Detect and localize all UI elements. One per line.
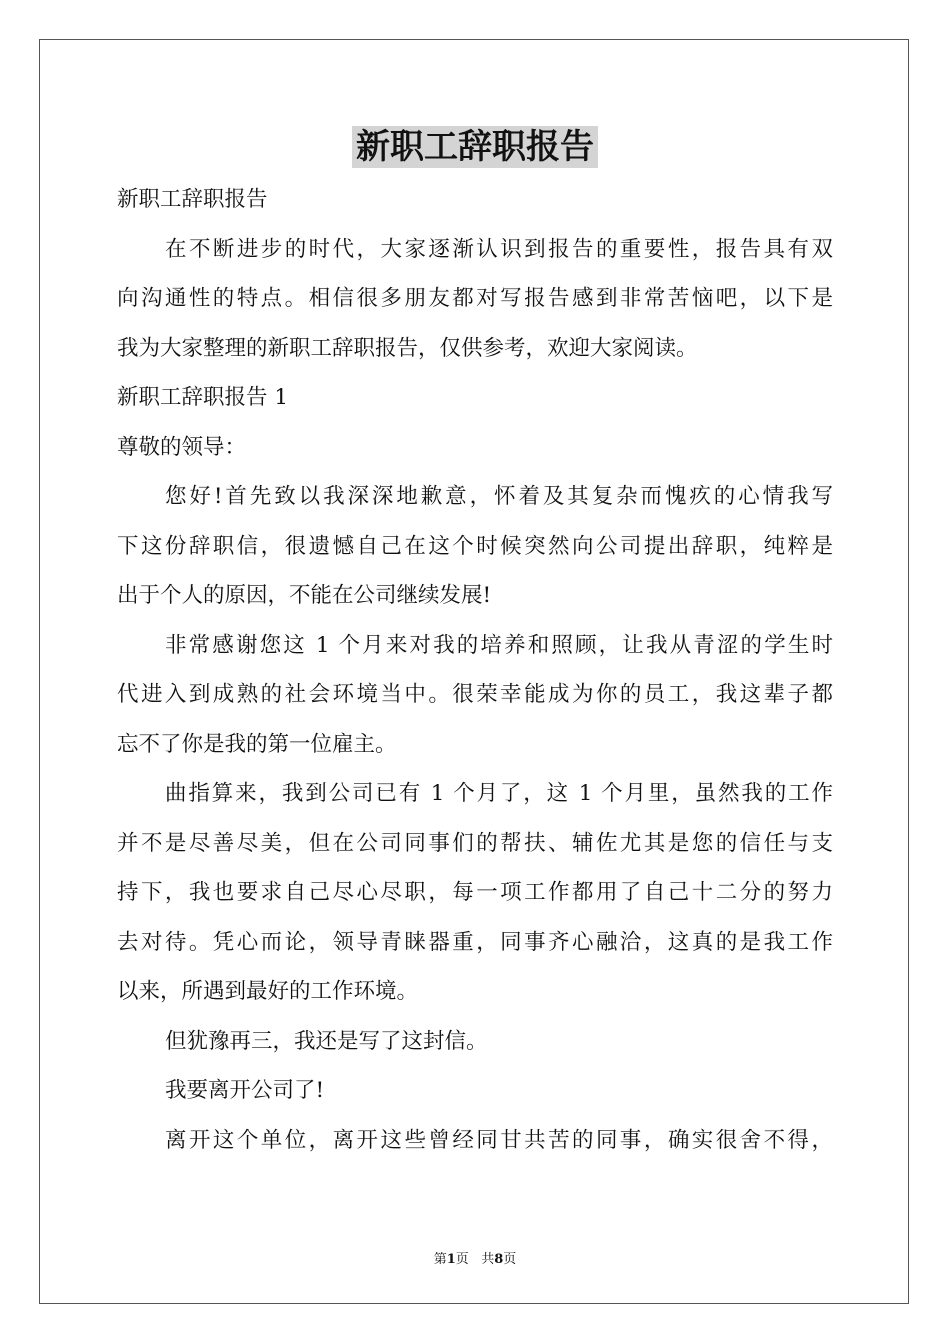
body-line: 忘不了你是我的第一位雇主。 [117,731,397,757]
body-line: 并不是尽善尽美，但在公司同事们的帮扶、辅佐尤其是您的信任与支 [117,830,833,856]
body-line: 我为大家整理的新职工辞职报告，仅供参考，欢迎大家阅读。 [117,335,698,361]
title-wrap [0,126,950,168]
body-line: 持下，我也要求自己尽心尽职，每一项工作都用了自己十二分的努力 [117,880,833,905]
body-line: 新职工辞职报告 [117,187,268,212]
body-line: 在不断进步的时代，大家逐渐认识到报告的重要性，报告具有双 [165,236,833,262]
body-line: 去对待。凭心而论，领导青睐器重，同事齐心融洽，这真的是我工作 [117,929,833,955]
footer-page-prefix: 第 [433,1252,447,1267]
body-line: 以来，所遇到最好的工作环境。 [117,979,419,1004]
body-line: 我要离开公司了! [165,1078,325,1103]
footer-total-suffix: 页 [503,1252,517,1267]
body-line: 但犹豫再三，我还是写了这封信。 [165,1028,488,1054]
body-line: 曲指算来，我到公司已有 1 个月了，这 1 个月里，虽然我的工作 [165,781,833,806]
body-line: 代进入到成熟的社会环境当中。很荣幸能成为你的员工，我这辈子都 [117,682,833,707]
footer-page-suffix: 页 [455,1252,469,1267]
body-line: 出于个人的原因，不能在公司继续发展! [117,583,492,608]
footer-page-total: 8 [494,1252,504,1267]
footer-page-current: 1 [446,1252,456,1267]
body-line: 新职工辞职报告 1 [117,385,289,410]
document-title: 新职工辞职报告 [352,126,598,168]
body-line: 尊敬的领导： [117,434,247,460]
page-footer [0,1248,950,1267]
document-body [117,175,833,1165]
body-line: 非常感谢您这 1 个月来对我的培养和照顾，让我从青涩的学生时 [165,632,833,658]
body-line: 向沟通性的特点。相信很多朋友都对写报告感到非常苦恼吧，以下是 [117,286,833,311]
body-line: 您好!首先致以我深深地歉意，怀着及其复杂而愧疚的心情我写 [165,484,833,509]
footer-total-prefix: 共 [481,1252,495,1267]
body-line: 离开这个单位，离开这些曾经同甘共苦的同事，确实很舍不得， [165,1127,833,1153]
body-line: 下这份辞职信，很遗憾自己在这个时候突然向公司提出辞职，纯粹是 [117,533,833,559]
